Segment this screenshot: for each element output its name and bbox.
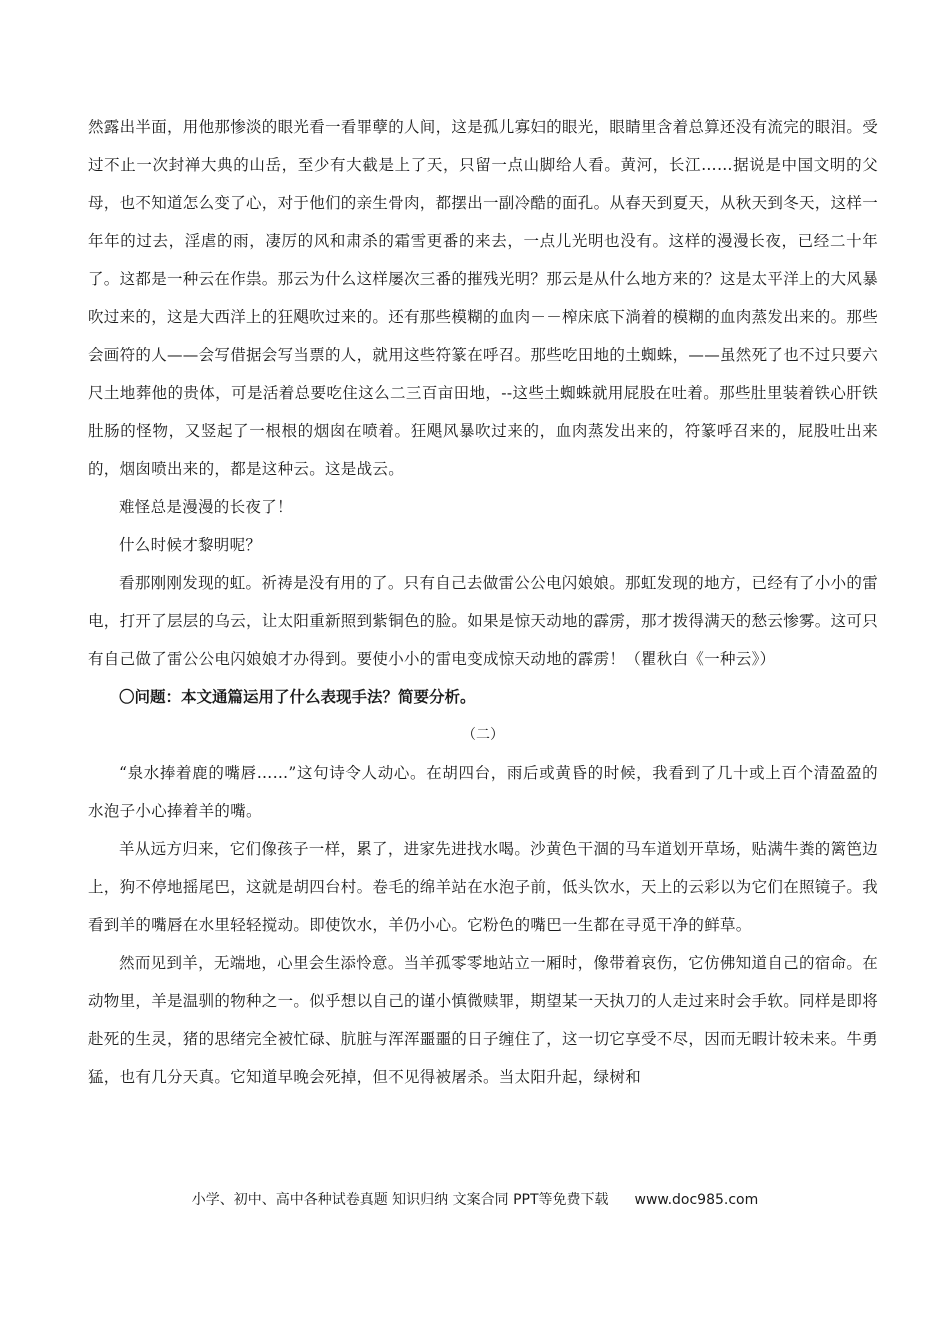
passage-one-exclamation: 难怪总是漫漫的长夜了！	[119, 498, 293, 516]
document-body	[88, 108, 878, 1096]
section-two-title: （二）	[462, 727, 504, 743]
passage-one-opening: 然露出半面，用他那惨淡的眼光看一看罪孽的人间，这是孤儿寡妇的眼光，眼睛里含着总算还没有流完的眼泪。受过不止一次封禅大典的山岳，至少有大截是上了天，只留一点山脚给人看。黄河，长江……据说是中国文明的父母，也不知道怎么变了心，对于他们的亲生骨肉，都摆出一副冷酷的面孔。从春天到夏天，从秋天到冬天，这样一年年的过去，淫虐的雨，凄厉的风和肃杀的霜雪更番的来去，一点儿光明也没有。这样的漫漫长夜，已经二十年了。这都是一种云在作祟。那云为什么这样屡次三番的摧残光明？那云是从什么地方来的？这是太平洋上的大风暴吹过来的，这是大西洋上的狂飓吹过来的。还有那些模糊的血肉－－榨床底下淌着的模糊的血肉蒸发出来的。那些会画符的人——会写借据会写当票的人，就用这些符篆在呼召。那些吃田地的土蜘蛛，——虽然死了也不过只要六尺土地葬他的贵体，可是活着总要吃住这么二三百亩田地，--这些土蜘蛛就用屁股在吐着。那些肚里装着铁心肝铁肚肠的怪物，又竖起了一根根的烟囱在喷着。狂飓风暴吹过来的，血肉蒸发出来的，符篆呼召来的，屁股吐出来的，烟囱喷出来的，都是这种云。这是战云。	[88, 118, 879, 478]
question-prompt: 〇问题：本文通篇运用了什么表现手法？简要分析。	[119, 688, 476, 706]
passage-one-closing: 看那刚刚发现的虹。祈祷是没有用的了。只有自己去做雷公公电闪娘娘。那虹发现的地方，已经有了小小的雷电，打开了层层的乌云，让太阳重新照到紫铜色的脸。如果是惊天动地的霹雳，那才拨得满天的愁云惨雾。这可只有自己做了雷公公电闪娘娘才办得到。要使小小的雷电变成惊天动地的霹雳！（瞿秋白《一种云》）	[88, 574, 879, 668]
section-two-paragraph-1: “泉水捧着鹿的嘴唇……”这句诗令人动心。在胡四台，雨后或黄昏的时候，我看到了几十或上百个清盈盈的水泡子小心捧着羊的嘴。	[88, 764, 878, 820]
section-two-paragraph-3: 然而见到羊，无端地，心里会生添怜意。当羊孤零零地站立一厢时，像带着哀伤，它仿佛知道自己的宿命。在动物里，羊是温驯的物种之一。似乎想以自己的谨小慎微赎罪，期望某一天执刀的人走过来时会手软。同样是即将赴死的生灵，猪的思绪完全被忙碌、肮脏与浑浑噩噩的日子缠住了，这一切它享受不尽，因而无暇计较未来。牛勇猛，也有几分天真。它知道早晚会死掉，但不见得被屠杀。当太阳升起，绿树和	[88, 954, 879, 1086]
passage-one-question-line: 什么时候才黎明呢？	[119, 536, 262, 554]
page-footer	[0, 1188, 950, 1212]
footer-text: 小学、初中、高中各种试卷真题 知识归纳 文案合同 PPT等免费下载	[191, 1192, 609, 1208]
footer-url[interactable]: www.doc985.com	[634, 1192, 759, 1208]
section-two-paragraph-2: 羊从远方归来，它们像孩子一样，累了，进家先进找水喝。沙黄色干涸的马车道划开草场，贴满牛粪的篱笆边上，狗不停地摇尾巴，这就是胡四台村。卷毛的绵羊站在水泡子前，低头饮水，天上的云彩以为它们在照镜子。我看到羊的嘴唇在水里轻轻搅动。即使饮水，羊仍小心。它粉色的嘴巴一生都在寻觅干净的鲜草。	[88, 840, 879, 934]
